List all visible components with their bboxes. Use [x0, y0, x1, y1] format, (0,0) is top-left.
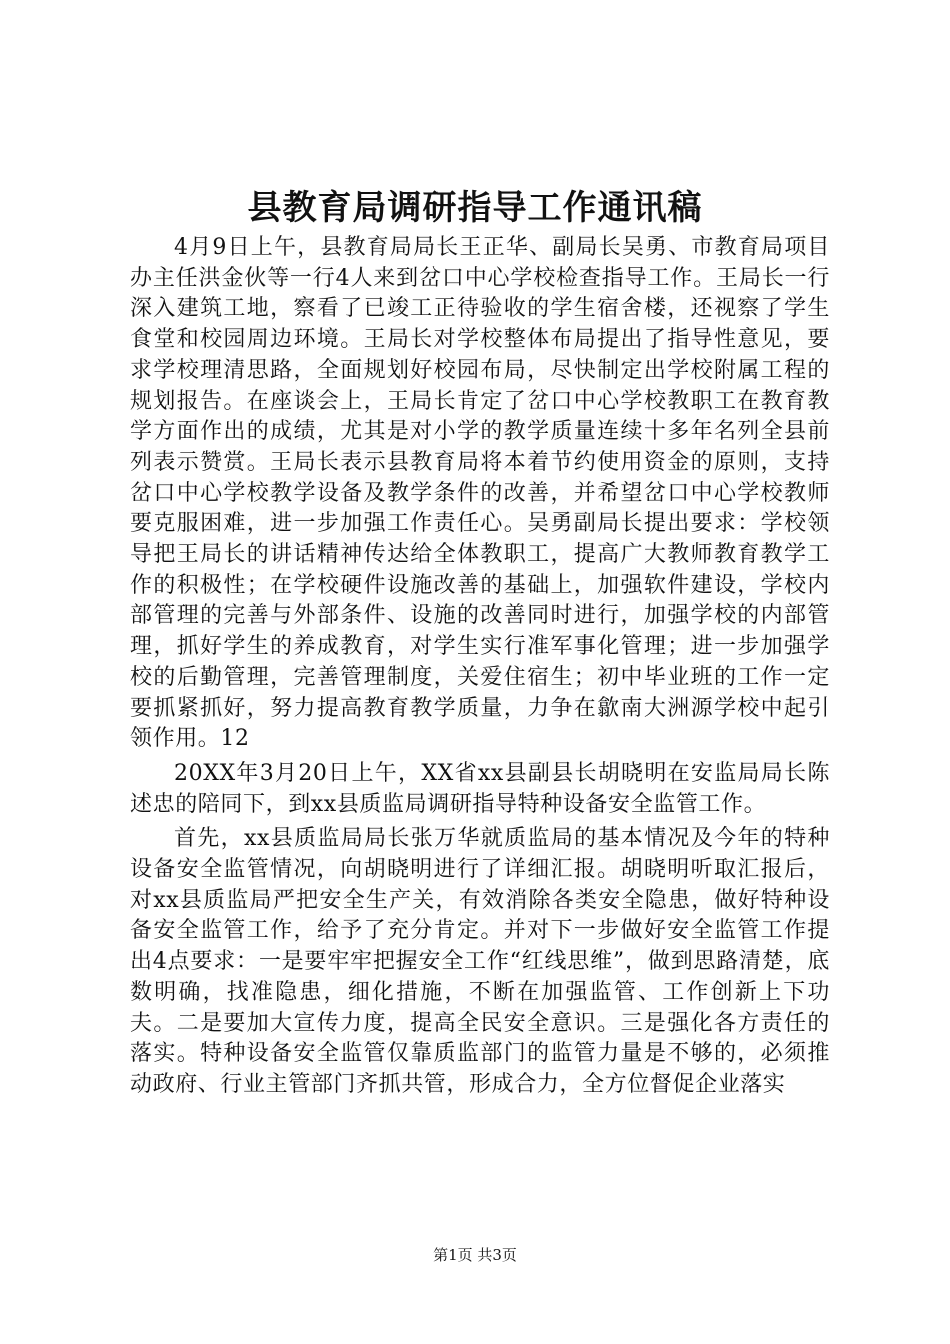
paragraph-education-bureau-visit: 4月9日上午，县教育局局长王正华、副局长吴勇、市教育局项目办主任洪金伙等一行4人来到岔口中心学校检查指导工作。王局长一行深入建筑工地，察看了已竣工正待验收的学生宿舍楼，还视察了学生食堂和校园周边环境。王局长对学校整体布局提出了指导性意见，要求学校理清思路，全面规划好校园布局，尽快制定出学校附属工程的规划报告。在座谈会上，王局长肯定了岔口中心学校教职工在教育教学方面作出的成绩，尤其是对小学的教学质量连续十多年名列全县前列表示赞赏。王局长表示县教育局将本着节约使用资金的原则，支持岔口中心学校教学设备及教学条件的改善，并希望岔口中心学校教师要克服困难，进一步加强工作责任心。吴勇副局长提出要求：学校领导把王局长的讲话精神传达给全体教职工，提高广大教师教育教学工作的积极性；在学校硬件设施改善的基础上，加强软件建设，学校内部管理的完善与外部条件、设施的改善同时进行，加强学校的内部管理，抓好学生的养成教育，对学生实行准军事化管理；进一步加强学校的后勤管理，完善管理制度，关爱住宿生；初中毕业班的工作一定要抓紧抓好，努力提高教育教学质量，力争在歙南大洲源学校中起引领作用。12: [130, 235, 830, 752]
paragraph-safety-requirements: 首先，xx县质监局局长张万华就质监局的基本情况及今年的特种设备安全监管情况，向胡晓明进行了详细汇报。胡晓明听取汇报后，对xx县质监局严把安全生产关，有效消除各类安全隐患，做好特种设备安全监管工作，给予了充分肯定。并对下一步做好安全监管工作提出4点要求：一是要牢牢把握安全工作“红线思维”，做到思路清楚，底数明确，找准隐患，细化措施，不断在加强监管、工作创新上下功夫。二是要加大宣传力度，提高全民安全意识。三是强化各方责任的落实。特种设备安全监管仅靠质监部门的监管力量是不够的，必须推动政府、行业主管部门齐抓共管，形成合力，全方位督促企业落实: [130, 826, 830, 1097]
page-number-footer: 第1页 共3页: [433, 1246, 517, 1264]
document-title: 县教育局调研指导工作通讯稿: [247, 188, 703, 228]
paragraph-deputy-county-head-visit: 20XX年3月20日上午，XX省xx县副县长胡晓明在安监局局长陈述忠的陪同下，到xx县质监局调研指导特种设备安全监管工作。: [130, 760, 830, 817]
document-body: [130, 233, 830, 1105]
